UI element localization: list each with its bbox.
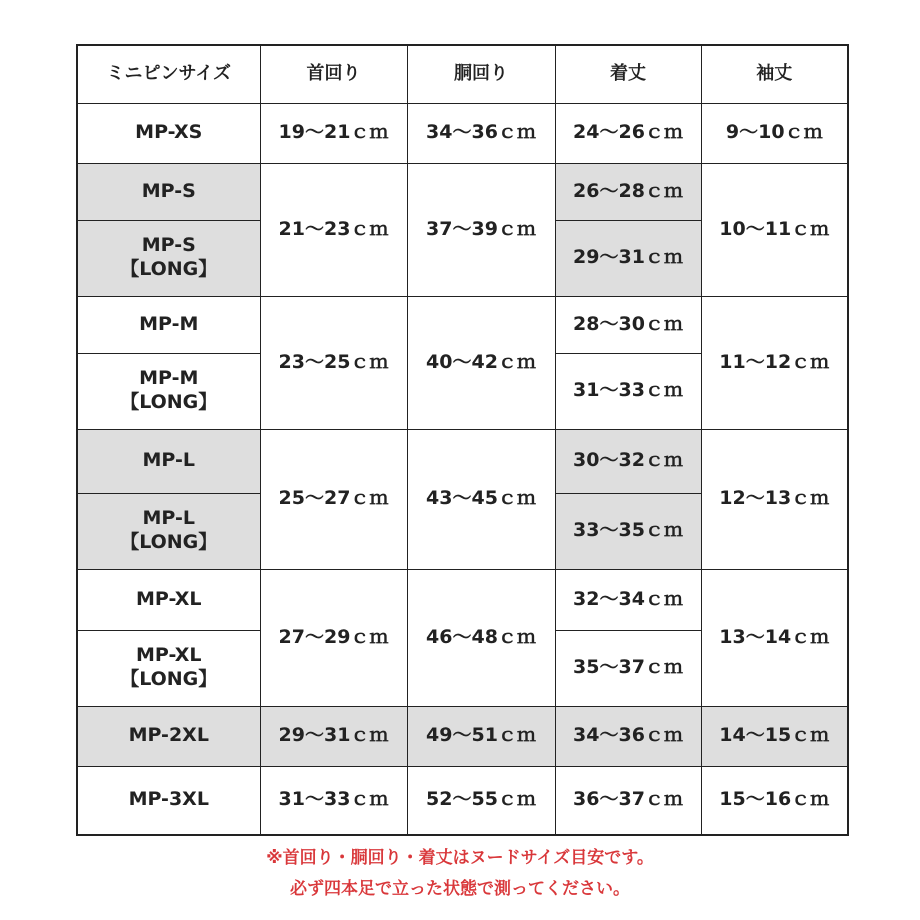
neck-value: 25～27ｃｍ xyxy=(260,429,407,569)
sleeve-value: 10～11ｃｍ xyxy=(701,163,848,296)
length-value: 28～30ｃｍ xyxy=(555,296,701,353)
size-name: MP-S xyxy=(77,163,260,220)
size-name-long xyxy=(77,353,260,429)
size-name-long xyxy=(77,493,260,569)
size-name-line: MP-S xyxy=(141,234,196,257)
header-sleeve: 袖丈 xyxy=(701,45,848,103)
length-value: 29～31ｃｍ xyxy=(555,220,701,296)
neck-value: 19～21ｃｍ xyxy=(260,103,407,163)
neck-value: 23～25ｃｍ xyxy=(260,296,407,429)
size-name: MP-M xyxy=(77,296,260,353)
length-value: 30～32ｃｍ xyxy=(555,429,701,493)
size-chart-table xyxy=(76,44,849,836)
chest-value: 49～51ｃｍ xyxy=(407,706,555,766)
sleeve-value: 15～16ｃｍ xyxy=(701,766,848,835)
neck-value: 21～23ｃｍ xyxy=(260,163,407,296)
size-name: MP-2XL xyxy=(77,706,260,766)
sleeve-value: 11～12ｃｍ xyxy=(701,296,848,429)
long-label: 【LONG】 xyxy=(120,668,218,690)
length-value: 24～26ｃｍ xyxy=(555,103,701,163)
long-label: 【LONG】 xyxy=(120,258,218,280)
neck-value: 29～31ｃｍ xyxy=(260,706,407,766)
measurement-note: ※首回り・胴回り・着丈はヌードサイズ目安です。 xyxy=(266,848,654,868)
size-name-long xyxy=(77,220,260,296)
header-row xyxy=(77,45,848,103)
table-row xyxy=(77,163,848,220)
size-name-line: MP-L xyxy=(142,507,195,530)
long-label: 【LONG】 xyxy=(120,391,218,413)
header-size: ミニピンサイズ xyxy=(77,45,260,103)
length-value: 26～28ｃｍ xyxy=(555,163,701,220)
neck-value: 27～29ｃｍ xyxy=(260,569,407,706)
length-value: 35～37ｃｍ xyxy=(555,630,701,706)
long-label: 【LONG】 xyxy=(120,531,218,553)
chest-value: 52～55ｃｍ xyxy=(407,766,555,835)
sleeve-value: 14～15ｃｍ xyxy=(701,706,848,766)
sleeve-value: 12～13ｃｍ xyxy=(701,429,848,569)
table-row xyxy=(77,569,848,630)
neck-value: 31～33ｃｍ xyxy=(260,766,407,835)
header-neck: 首回り xyxy=(260,45,407,103)
measurement-instruction: 必ず四本足で立った状態で測ってください。 xyxy=(290,879,630,899)
chest-value: 40～42ｃｍ xyxy=(407,296,555,429)
table-row xyxy=(77,766,848,835)
length-value: 31～33ｃｍ xyxy=(555,353,701,429)
length-value: 34～36ｃｍ xyxy=(555,706,701,766)
size-name-line: MP-XL xyxy=(135,644,202,667)
sleeve-value: 13～14ｃｍ xyxy=(701,569,848,706)
table-row xyxy=(77,429,848,493)
size-name: MP-L xyxy=(77,429,260,493)
size-name-line: MP-M xyxy=(139,367,199,390)
table-row xyxy=(77,296,848,353)
size-name: MP-3XL xyxy=(77,766,260,835)
chest-value: 43～45ｃｍ xyxy=(407,429,555,569)
length-value: 36～37ｃｍ xyxy=(555,766,701,835)
size-name: MP-XS xyxy=(77,103,260,163)
table-row xyxy=(77,103,848,163)
header-chest: 胴回り xyxy=(407,45,555,103)
header-length: 着丈 xyxy=(555,45,701,103)
table-row xyxy=(77,706,848,766)
chest-value: 34～36ｃｍ xyxy=(407,103,555,163)
size-name-long xyxy=(77,630,260,706)
chest-value: 46～48ｃｍ xyxy=(407,569,555,706)
length-value: 32～34ｃｍ xyxy=(555,569,701,630)
length-value: 33～35ｃｍ xyxy=(555,493,701,569)
size-name: MP-XL xyxy=(77,569,260,630)
sleeve-value: 9～10ｃｍ xyxy=(701,103,848,163)
chest-value: 37～39ｃｍ xyxy=(407,163,555,296)
